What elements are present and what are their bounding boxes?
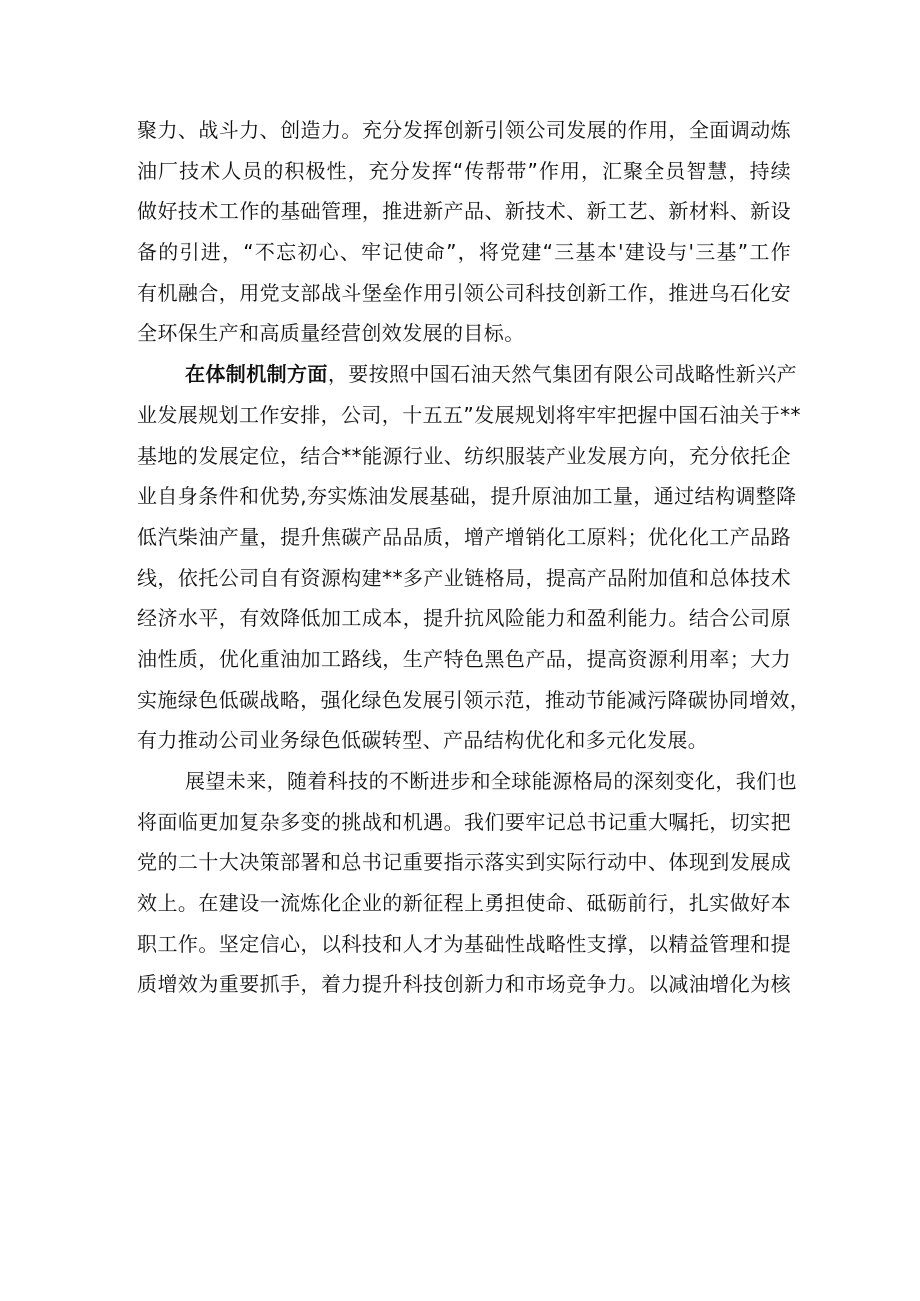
paragraph-3-line-6: 质增效为重要抓手，着力提升科技创新力和市场竞争力。以减油增化为核 — [137, 972, 791, 997]
paragraph-1-line-3: 做好技术工作的基础管理，推进新产品、新技术、新工艺、新材料、新设 — [137, 199, 791, 224]
paragraph-3-line-5: 职工作。坚定信心，以科技和人才为基础性战略性支撑，以精益管理和提 — [137, 931, 791, 956]
paragraph-3-line-3: 党的二十大决策部署和总书记重要指示落实到实际行动中、体现到发展成 — [137, 850, 791, 875]
paragraph-1-line-1: 聚力、战斗力、创造力。充分发挥创新引领公司发展的作用，全面调动炼 — [137, 118, 791, 142]
paragraph-1-line-6: 全环保生产和高质量经营创效发展的目标。 — [137, 321, 525, 346]
paragraph-2-line-8: 油性质，优化重油加工路线，生产特色黑色产品，提高资源利用率；大力 — [137, 646, 791, 671]
paragraph-1-line-2: 油厂技术人员的积极性，充分发挥“传帮带”作用，汇聚全员智慧，持续 — [137, 158, 791, 183]
paragraph-2-line-9: 实施绿色低碳战略，强化绿色发展引领示范，推动节能减污降碳协同增效， — [137, 687, 811, 712]
paragraph-3-line-1: 展望未来，随着科技的不断进步和全球能源格局的深刻变化，我们也 — [185, 769, 797, 793]
paragraph-3-line-4: 效上。在建设一流炼化企业的新征程上勇担使命、砥砺前行，扎实做好本 — [137, 891, 791, 916]
paragraph-2-line-3: 基地的发展定位，结合**能源行业、纺织服装产业发展方向，充分依托企 — [137, 443, 791, 468]
paragraph-2-line-7: 经济水平，有效降低加工成本，提升抗风险能力和盈利能力。结合公司原 — [137, 606, 791, 631]
paragraph-1-line-5: 有机融合，用党支部战斗堡垒作用引领公司科技创新工作，推进乌石化安 — [137, 280, 791, 305]
paragraph-2-line-6: 线，依托公司自有资源构建**多产业链格局，提高产品附加值和总体技术 — [137, 565, 791, 590]
paragraph-2-line-1 — [137, 354, 798, 395]
paragraph-1-line-4: 备的引进，“不忘初心、牢记使命”，将党建“三基本'建设与'三基”工作 — [137, 240, 791, 265]
paragraph-2-line-5: 低汽柴油产量，提升焦碳产品品质，增产增销化工原料；优化化工产品路 — [137, 524, 791, 549]
paragraph-2-line-10: 有力推动公司业务绿色低碳转型、产品结构优化和多元化发展。 — [137, 728, 709, 753]
paragraph-3-line-2: 将面临更加复杂多变的挑战和机遇。我们要牢记总书记重大嘱托，切实把 — [137, 809, 791, 834]
paragraph-2-line-2: 业发展规划工作安排，公司，十五五”发展规划将牢牢把握中国石油关于** — [137, 402, 801, 427]
paragraph-2-line-1-text: ，要按照中国石油天然气集团有限公司战略性新兴产 — [327, 362, 798, 387]
paragraph-2-line-4: 业自身条件和优势,夯实炼油发展基础，提升原油加工量，通过结构调整降 — [137, 484, 797, 509]
document-body — [137, 110, 811, 1005]
paragraph-2-bold-lead: 在体制机制方面 — [185, 362, 328, 387]
